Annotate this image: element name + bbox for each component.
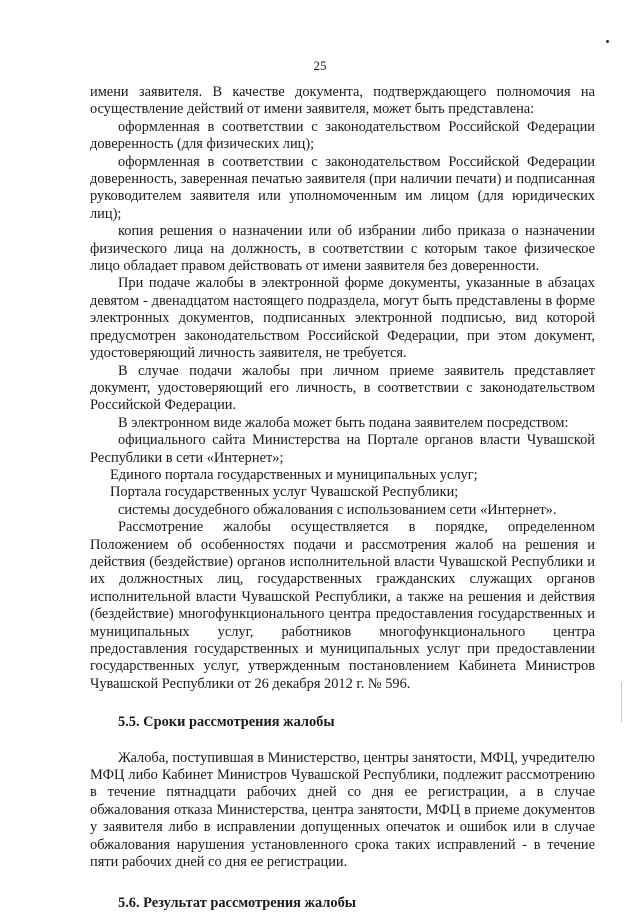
paragraph: официального сайта Министерства на Портале органов власти Чувашской Республики в сети «Интернет»; bbox=[90, 432, 595, 466]
paragraph: системы досудебного обжалования с использованием сети «Интернет». bbox=[118, 501, 557, 518]
paragraph: В случае подачи жалобы при личном приеме заявитель представляет документ, удостоверяющий его личность, в соответствии с законодательством Российской Федерации. bbox=[90, 362, 595, 414]
page-number: 25 bbox=[313, 58, 327, 73]
spacer bbox=[90, 693, 595, 714]
paragraph: имени заявителя. В качестве документа, подтверждающего полномочия на осуществление действий от имени заявителя, может быть представлена: bbox=[90, 84, 595, 118]
paragraph: Единого портала государственных и муниципальных услуг; bbox=[110, 466, 478, 483]
document-body bbox=[90, 84, 595, 913]
paragraph: Рассмотрение жалобы осуществляется в порядке, определенном Положением об особенностях подачи и рассмотрения жалоб на решения и действия (бездействие) органов исполнительной власти Чувашской Республики и их должностных лиц, государственных гражданских служащих органов исполнительной власти Чувашской Республики, а также на решения и действия (бездействие) многофункционального центра предоставления государственных и муниципальных услуг, работников многофункционального центра предоставления государственных и муниципальных услуг при предоставлении государственных услуг, утвержденным постановлением Кабинета Министров Чувашской Республики от 26 декабря 2012 г. № 596. bbox=[90, 519, 595, 692]
scan-margin-line bbox=[621, 682, 622, 722]
paragraph: При подаче жалобы в электронной форме документы, указанные в абзацах девятом - двенадцатом настоящего подраздела, могут быть представлены в форме электронных документов, подписанных электронной подписью, вид которой предусмотрен законодательством Российской Федерации, при этом документ, удостоверяющий личность заявителя, не требуется. bbox=[90, 275, 595, 362]
paragraph: Жалоба, поступившая в Министерство, центры занятости, МФЦ, учредителю МФЦ либо Кабинет Министров Чувашской Республики, подлежит рассмотрению в течение пятнадцати рабочих дней со дня ее регистрации, а в случае обжалования отказа Министерства, центра занятости, МФЦ в приеме документов у заявителя либо в исправлении допущенных опечаток и ошибок или в случае обжалования нарушения установленного срока таких исправлений - в течение пяти рабочих дней со дня ее регистрации. bbox=[90, 749, 595, 871]
spacer bbox=[90, 871, 595, 895]
paragraph: оформленная в соответствии с законодательством Российской Федерации доверенность, заверенная печатью заявителя (при наличии печати) и подписанная руководителем заявителя или уполномоченным им лицом (для юридических лиц); bbox=[90, 153, 595, 222]
paragraph: копия решения о назначении или об избрании либо приказа о назначении физического лица на должность, в соответствии с которым такое физическое лицо обладает правом действовать от имени заявителя без доверенности. bbox=[90, 223, 595, 275]
paragraph: Портала государственных услуг Чувашской Республики; bbox=[110, 484, 459, 501]
paragraph: В электронном виде жалоба может быть подана заявителем посредством: bbox=[118, 414, 569, 431]
section-heading: 5.5. Сроки рассмотрения жалобы bbox=[118, 714, 335, 731]
spacer bbox=[90, 732, 595, 750]
paragraph: оформленная в соответствии с законодательством Российской Федерации доверенность (для физических лиц); bbox=[90, 118, 595, 153]
scan-mark bbox=[606, 40, 609, 43]
section-heading: 5.6. Результат рассмотрения жалобы bbox=[118, 895, 357, 912]
